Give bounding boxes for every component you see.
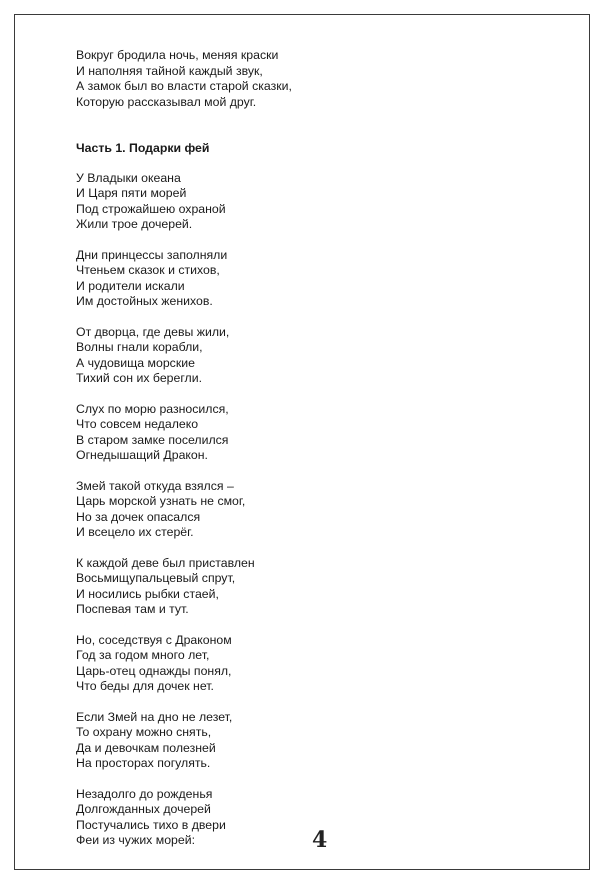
poem-line: К каждой деве был приставлен xyxy=(76,555,255,570)
poem-line: Которую рассказывал мой друг. xyxy=(76,94,257,109)
poem-line: Да и девочкам полезней xyxy=(76,740,216,755)
poem-line: А замок был во власти старой сказки, xyxy=(76,79,292,93)
poem-line: В старом замке поселился xyxy=(76,432,229,447)
stanza-7 xyxy=(76,633,496,695)
poem-line: Год за годом много лет, xyxy=(76,648,210,662)
page-number: 4 xyxy=(312,827,328,853)
poem-line: Им достойных женихов. xyxy=(76,294,213,308)
poem-line: Змей такой откуда взялся – xyxy=(76,478,234,493)
poem-line: И всецело их стерёг. xyxy=(76,525,194,539)
poem-line: Что беды для дочек нет. xyxy=(76,679,214,693)
stanza-6 xyxy=(76,556,496,618)
poem-line: Волны гнали корабли, xyxy=(76,340,203,354)
poem-line: Поспевая там и тут. xyxy=(76,602,189,616)
poem-line: А чудовища морские xyxy=(76,355,195,370)
poem-line: Жили трое дочерей. xyxy=(76,217,193,231)
poem-line: Но, соседствуя с Драконом xyxy=(76,632,232,647)
poem-line: Незадолго до рожденья xyxy=(76,786,213,801)
poem-line: Феи из чужих морей: xyxy=(76,833,196,847)
poem-line: На просторах погулять. xyxy=(76,756,211,770)
poem-line: И родители искали xyxy=(76,278,185,293)
poem-line: Вокруг бродила ночь, меняя краски xyxy=(76,48,279,62)
stanza-2 xyxy=(76,248,496,310)
poem-line: И носились рыбки стаей, xyxy=(76,586,219,601)
poem-line: Восьмищупальцевый спрут, xyxy=(76,571,236,585)
intro-stanza xyxy=(76,48,496,110)
poem-line: Постучались тихо в двери xyxy=(76,817,226,832)
stanza-8 xyxy=(76,710,496,772)
poem-line: То охрану можно снять, xyxy=(76,725,212,739)
poem-line: У Владыки океана xyxy=(76,170,181,185)
poem-line: Чтеньем сказок и стихов, xyxy=(76,263,220,277)
poem-line: Долгожданных дочерей xyxy=(76,802,211,816)
poem-line: Что совсем недалеко xyxy=(76,417,199,431)
poem-text-column xyxy=(76,48,496,849)
stanza-1 xyxy=(76,171,496,233)
poem-line: Огнедышащий Дракон. xyxy=(76,448,208,462)
poem-line: Царь морской узнать не смог, xyxy=(76,494,246,508)
poem-line: Тихий сон их берегли. xyxy=(76,371,203,385)
poem-line: Дни принцессы заполняли xyxy=(76,247,228,262)
poem-line: И Царя пяти морей xyxy=(76,186,187,200)
poem-line: Слух по морю разносился, xyxy=(76,401,229,416)
poem-line: И наполняя тайной каждый звук, xyxy=(76,63,263,78)
stanza-4 xyxy=(76,402,496,464)
section-title: Часть 1. Подарки фей xyxy=(76,141,210,155)
poem-line: От дворца, где девы жили, xyxy=(76,324,230,339)
stanza-3 xyxy=(76,325,496,387)
poem-line: Если Змей на дно не лезет, xyxy=(76,709,233,724)
poem-line: Царь-отец однажды понял, xyxy=(76,663,232,678)
stanza-5 xyxy=(76,479,496,541)
poem-line: Под строжайшею охраной xyxy=(76,201,226,216)
stanza-9 xyxy=(76,787,496,849)
poem-line: Но за дочек опасался xyxy=(76,509,201,524)
